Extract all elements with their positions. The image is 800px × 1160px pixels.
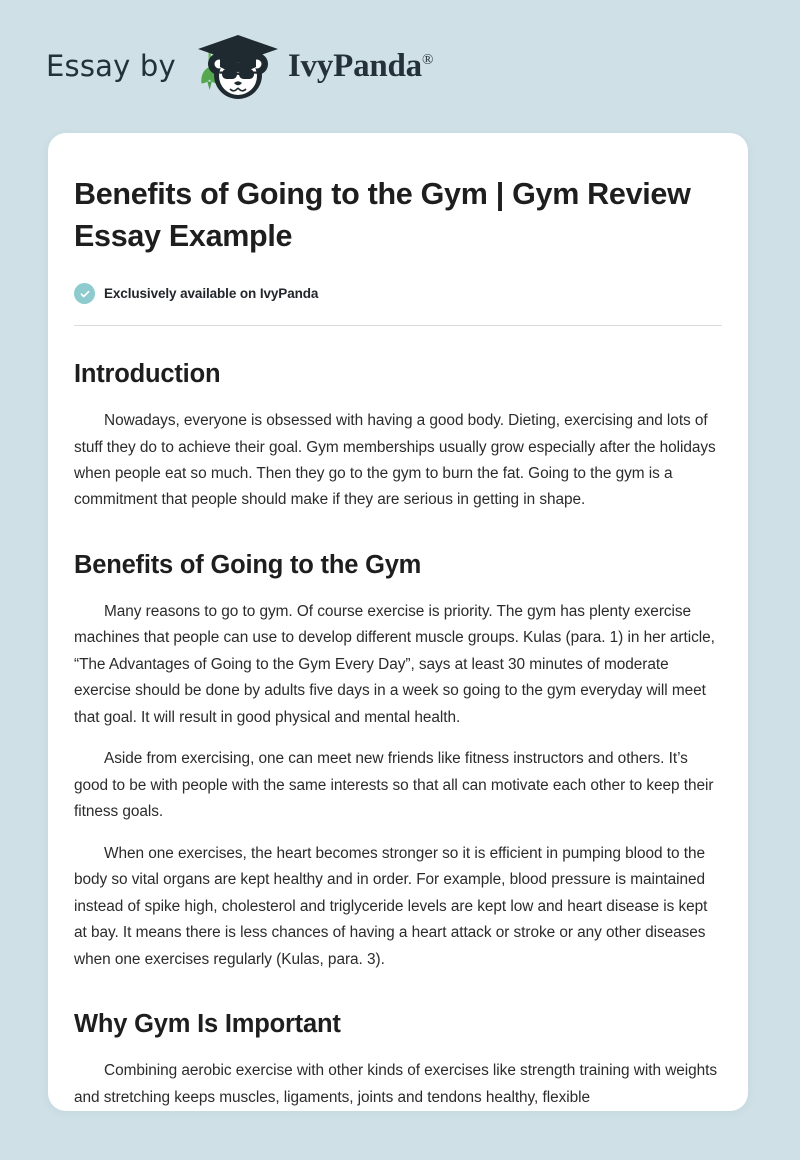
exclusivity-badge: [74, 283, 722, 304]
paragraph: When one exercises, the heart becomes stronger so it is efficient in pumping blood to the body so vital organs are kept healthy and in order. For example, blood pressure is maintained instead of spike high, cholesterol and triglyceride levels are kept low and heart disease is kept at bay. It means there is less chances of having a heart attack or stroke or any other diseases when one exercises regularly (Kulas, para. 3).: [74, 844, 708, 968]
paragraph: Nowadays, everyone is obsessed with having a good body. Dieting, exercising and lots of stuff they do to achieve their goal. Gym memberships usually grow especially after the holidays when people eat so much. Then they go to the gym to burn the fat. Going to the gym is a commitment that people should make if they are serious in getting in shape.: [74, 412, 716, 509]
check-circle-icon: [74, 283, 95, 304]
section-benefits-of-going-to-the-gym: [74, 516, 722, 975]
section-heading: Why Gym Is Important: [74, 1010, 341, 1039]
registered-mark: ®: [421, 52, 434, 68]
section-heading: Benefits of Going to the Gym: [74, 550, 422, 579]
essay-by-label: Essay by: [46, 49, 176, 83]
document-card: [48, 133, 748, 1111]
title-divider: [74, 325, 722, 326]
document-body: [74, 133, 722, 1111]
section-why-gym-is-important: [74, 975, 722, 1111]
panda-graduate-logo-icon: [192, 31, 288, 103]
paragraph: Aside from exercising, one can meet new friends like fitness instructors and others. It’s good to be with people with the same interests so that all can motivate each other to keep their fitness goals.: [74, 750, 714, 821]
brand-wordmark: [288, 50, 433, 83]
paragraph: Many reasons to go to gym. Of course exercise is priority. The gym has plenty exercise machines that people can use to develop different muscle groups. Kulas (para. 1) in her article, “The Advantages of Going to the Gym Every Day”, says at least 30 minutes of moderate exercise should be done by adults five days in a week so going to the gym everyday will meet that goal. It will result in good physical and mental health.: [74, 602, 715, 726]
page-title: Benefits of Going to the Gym | Gym Review Essay Example: [74, 177, 691, 254]
brand-name: IvyPanda: [287, 48, 422, 84]
section-heading: Introduction: [74, 360, 221, 389]
paragraph: Combining aerobic exercise with other kinds of exercises like strength training with weights and stretching keeps muscles, ligaments, joints and tendons healthy, flexible: [74, 1062, 718, 1106]
site-header: [0, 0, 800, 133]
exclusivity-label: Exclusively available on IvyPanda: [104, 286, 319, 302]
section-introduction: [74, 334, 722, 516]
brand-lockup[interactable]: [46, 31, 433, 103]
